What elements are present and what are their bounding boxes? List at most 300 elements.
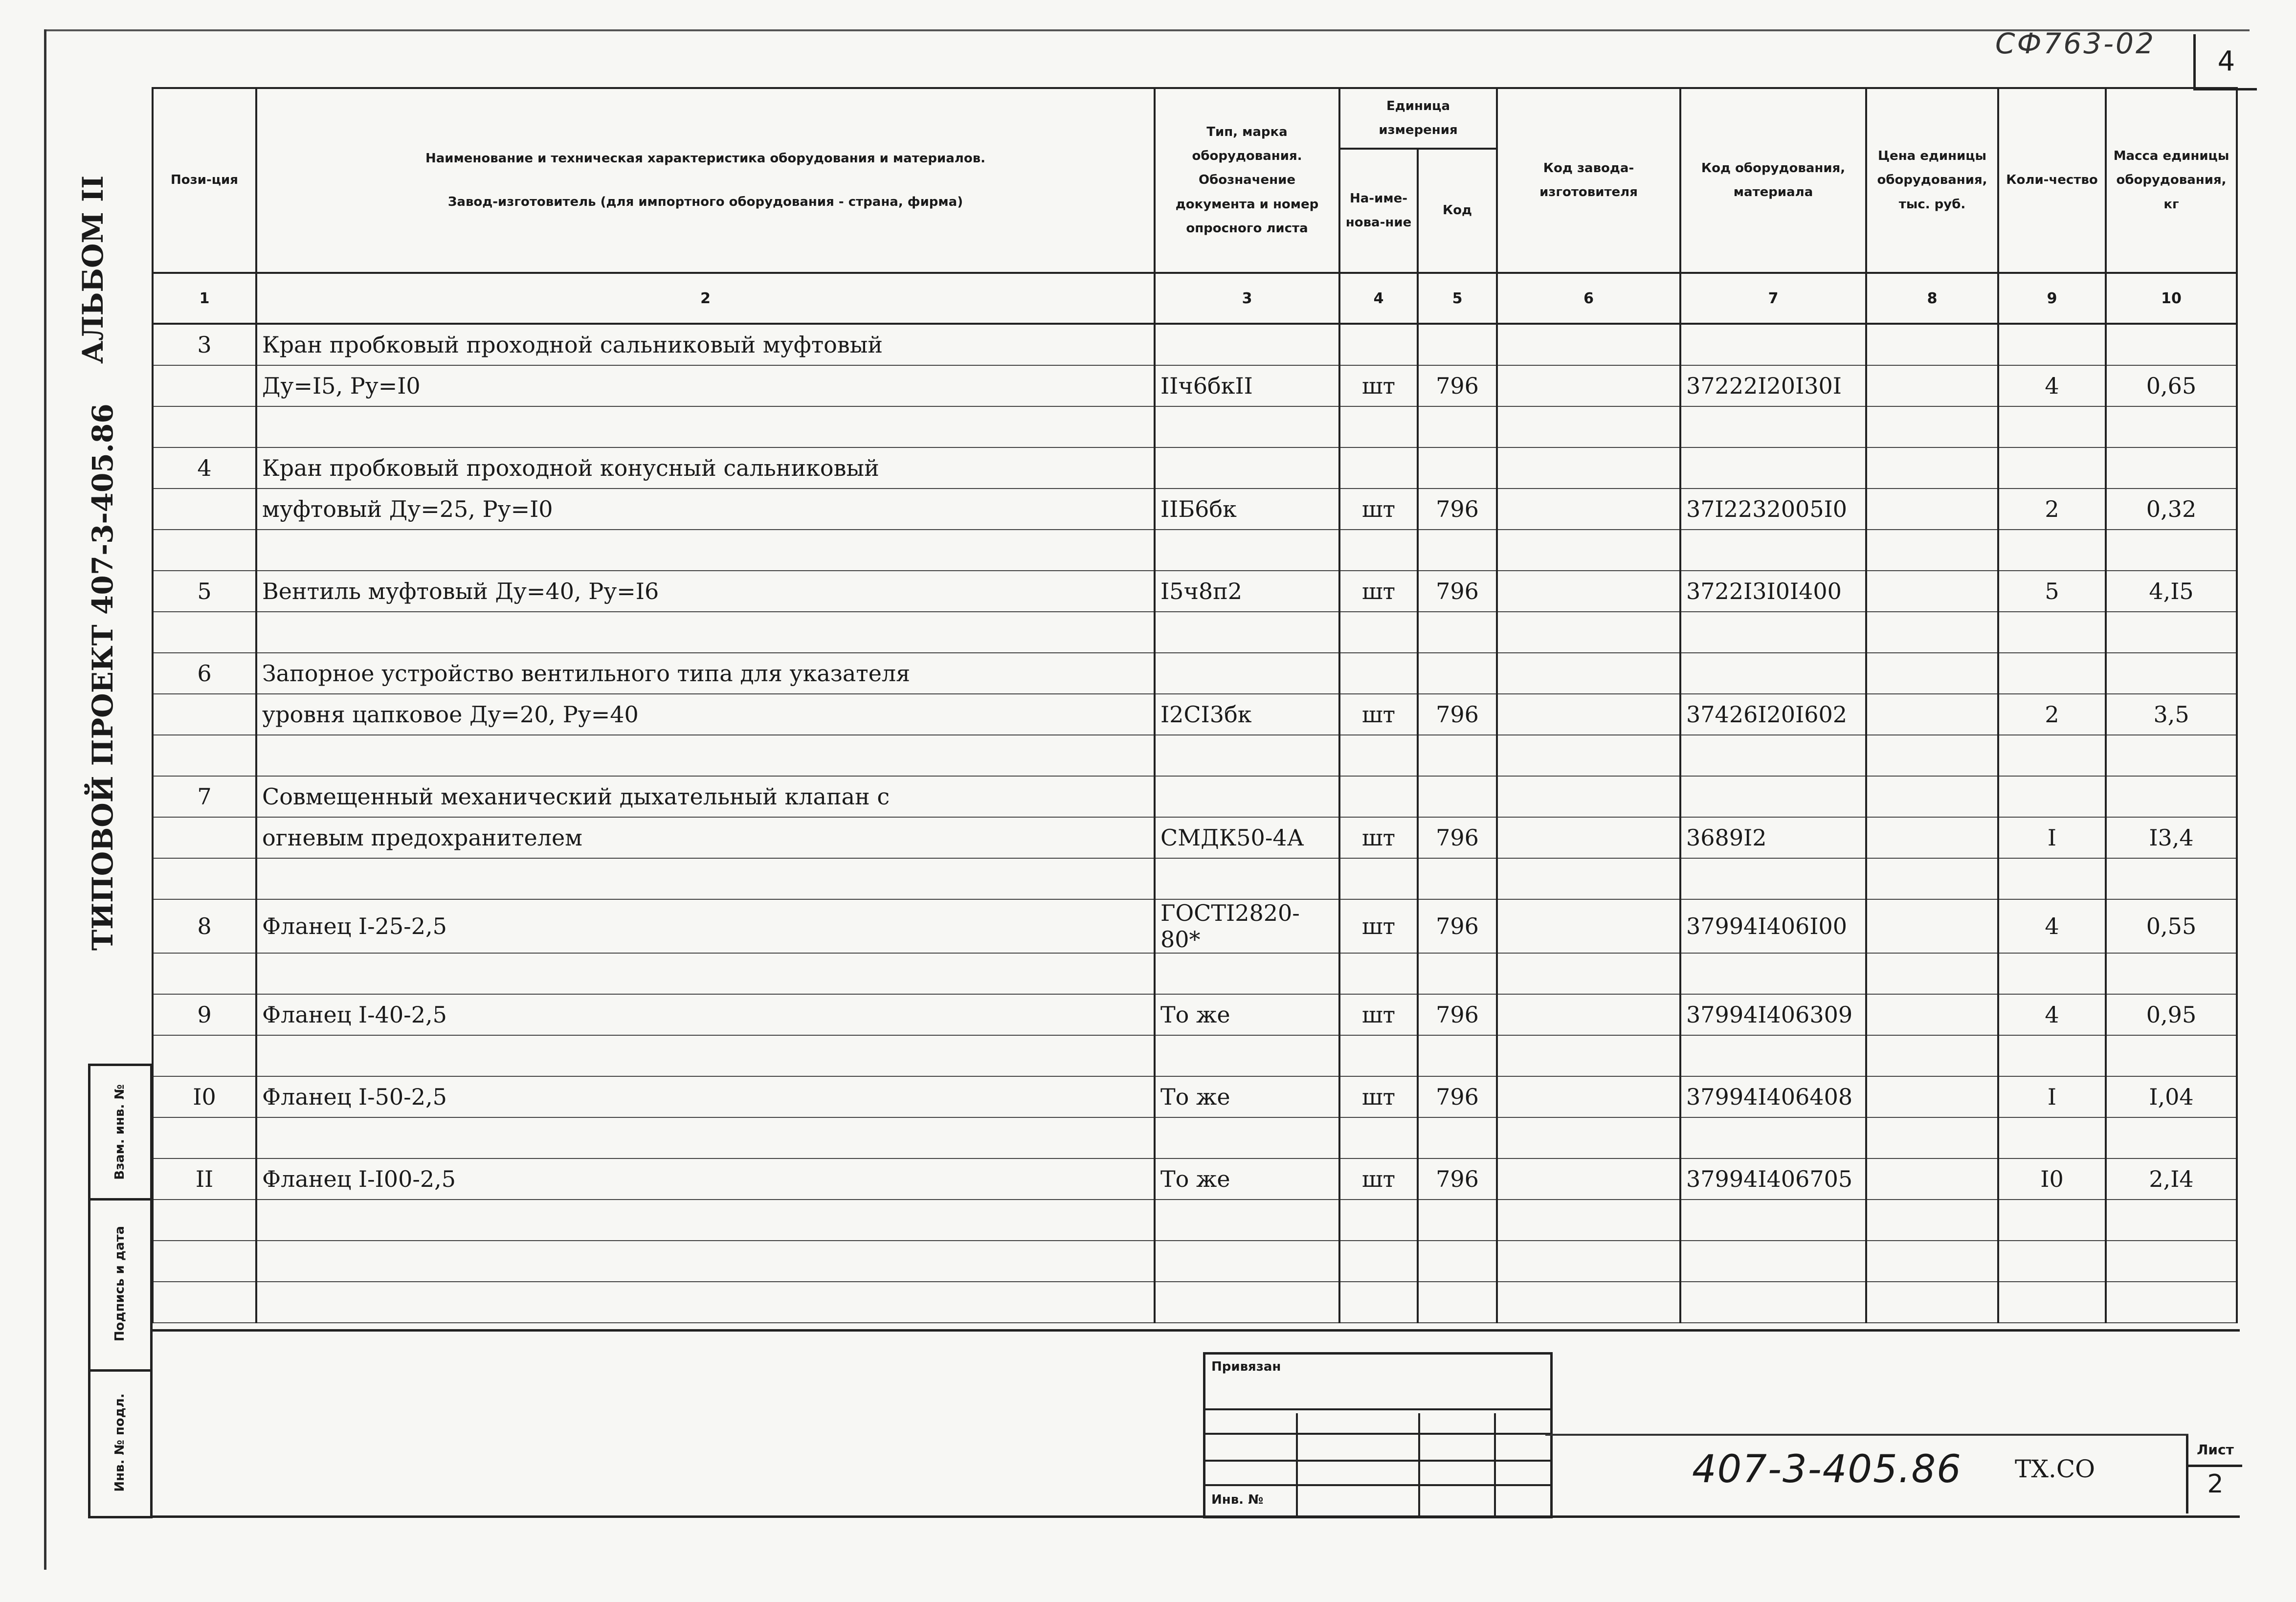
cell-name: Фланец I-25-2,5 [256,899,1155,953]
cell-qty [1998,612,2106,653]
cell-qty [1998,1117,2106,1158]
cell-code: 796 [1418,694,1497,735]
table-row [153,1282,2237,1323]
cell-empty [1497,1035,1680,1076]
cell-type [1155,1282,1339,1323]
cell-type [1155,953,1339,994]
table-row [153,324,2237,365]
cell-code [1418,1200,1497,1241]
cell-pos [153,365,256,406]
cell-mass [2106,530,2237,571]
cell-empty [1497,1200,1680,1241]
cell-code: 796 [1418,817,1497,858]
column-number: 9 [1998,273,2106,324]
cell-code [1418,1241,1497,1282]
column-number: 6 [1497,273,1680,324]
cell-pos [153,406,256,447]
sheet-box [2186,1435,2242,1513]
cell-empty [1497,1158,1680,1200]
cell-equip [1680,1035,1866,1076]
table-row [153,406,2237,447]
header-position: Пози-ция [153,88,256,273]
cell-empty [1866,953,1998,994]
frame-top-line [44,29,2250,31]
cell-equip [1680,735,1866,776]
cell-name: муфтовый Ду=25, Ру=I0 [256,489,1155,530]
cell-name [256,953,1155,994]
table-row [153,735,2237,776]
cell-unit: шт [1339,694,1418,735]
cell-pos: 5 [153,571,256,612]
cell-empty [1866,530,1998,571]
cell-empty [1497,776,1680,817]
cell-pos: 6 [153,653,256,694]
cell-type: IIч6бкII [1155,365,1339,406]
header-name-line2: Завод-изготовитель (для импортного оборудования - страна, фирма) [447,195,963,209]
cell-mass [2106,1200,2237,1241]
cell-qty [1998,530,2106,571]
table-row [153,858,2237,899]
cell-type [1155,1200,1339,1241]
cell-unit [1339,1035,1418,1076]
cell-empty [1497,365,1680,406]
cell-pos [153,530,256,571]
cell-equip [1680,653,1866,694]
cell-unit [1339,953,1418,994]
cell-equip [1680,1282,1866,1323]
cell-unit [1339,612,1418,653]
cell-name: Фланец I-I00-2,5 [256,1158,1155,1200]
cell-mass: 0,65 [2106,365,2237,406]
cell-equip [1680,447,1866,489]
cell-unit [1339,858,1418,899]
cell-equip [1680,530,1866,571]
cell-type [1155,406,1339,447]
stamp-linked-label: Привязан [1211,1359,1281,1374]
table-row [153,530,2237,571]
header-unit-code: Код [1418,149,1497,273]
cell-equip: 37222I20I30I [1680,365,1866,406]
cell-name: уровня цапковое Ду=20, Ру=40 [256,694,1155,735]
cell-empty [1866,653,1998,694]
cell-equip [1680,612,1866,653]
cell-equip [1680,1241,1866,1282]
sheet-number: 2 [2207,1469,2224,1499]
label-inv-replace: Взам. инв. № [112,1084,127,1180]
cell-empty [1497,735,1680,776]
cell-equip [1680,1117,1866,1158]
cell-pos [153,1035,256,1076]
cell-qty [1998,447,2106,489]
cell-empty [1497,1241,1680,1282]
cell-code [1418,1035,1497,1076]
cell-type: То же [1155,994,1339,1035]
cell-unit: шт [1339,1076,1418,1117]
cell-empty [1866,1241,1998,1282]
cell-empty [1497,571,1680,612]
cell-equip [1680,776,1866,817]
cell-type [1155,612,1339,653]
cell-type [1155,1117,1339,1158]
cell-empty [1497,489,1680,530]
cell-code: 796 [1418,994,1497,1035]
cell-name [256,406,1155,447]
cell-mass: 4,I5 [2106,571,2237,612]
cell-qty [1998,1282,2106,1323]
cell-qty: 2 [1998,489,2106,530]
cell-empty [1866,858,1998,899]
cell-pos: 4 [153,447,256,489]
cell-unit: шт [1339,571,1418,612]
cell-empty [1497,899,1680,953]
cell-empty [1866,365,1998,406]
cell-empty [1866,1035,1998,1076]
stamp-inv-no: Инв. № [1211,1492,1264,1507]
cell-pos [153,489,256,530]
cell-empty [1497,612,1680,653]
cell-unit [1339,1117,1418,1158]
header-unit-group: Единица измерения [1339,88,1497,149]
header-type: Тип, марка оборудования. Обозначение документа и номер опросного листа [1155,88,1339,273]
cell-empty [1866,406,1998,447]
cell-unit [1339,447,1418,489]
cell-pos [153,735,256,776]
header-name [256,88,1155,273]
cell-code [1418,1117,1497,1158]
cell-mass [2106,447,2237,489]
cell-equip: 37994I406705 [1680,1158,1866,1200]
cell-pos [153,1282,256,1323]
column-number: 1 [153,273,256,324]
cell-name: Фланец I-40-2,5 [256,994,1155,1035]
table-row [153,1158,2237,1200]
cell-name [256,1035,1155,1076]
cell-pos: 3 [153,324,256,365]
sheet-label: Лист [2188,1435,2242,1467]
cell-type [1155,324,1339,365]
cell-empty [1866,324,1998,365]
cell-pos [153,1241,256,1282]
cell-unit [1339,1200,1418,1241]
cell-name: Кран пробковый проходной сальниковый муфтовый [256,324,1155,365]
table-row [153,489,2237,530]
cell-empty [1497,406,1680,447]
cell-qty: 4 [1998,365,2106,406]
cell-mass [2106,653,2237,694]
cell-mass [2106,1117,2237,1158]
cell-empty [1866,817,1998,858]
cell-code [1418,735,1497,776]
cell-unit: шт [1339,489,1418,530]
cell-empty [1497,817,1680,858]
cell-name: Ду=I5, Ру=I0 [256,365,1155,406]
cell-pos [153,817,256,858]
cell-mass: 0,32 [2106,489,2237,530]
table-row [153,817,2237,858]
table-row [153,653,2237,694]
cell-unit: шт [1339,1158,1418,1200]
document-code: 407-3-405.86 [1692,1447,1962,1491]
cell-type: То же [1155,1076,1339,1117]
cell-type: IIБ6бк [1155,489,1339,530]
cell-type [1155,530,1339,571]
cell-mass: I3,4 [2106,817,2237,858]
cell-mass [2106,1035,2237,1076]
cell-mass: I,04 [2106,1076,2237,1117]
cell-empty [1866,612,1998,653]
cell-name: Запорное устройство вентильного типа для указателя [256,653,1155,694]
header-factory-code: Код завода-изготовителя [1497,88,1680,273]
label-inv-original: Инв. № подл. [112,1393,127,1492]
table-row [153,776,2237,817]
header-price: Цена единицы оборудования, тыс. руб. [1866,88,1998,273]
cell-empty [1497,858,1680,899]
cell-name [256,735,1155,776]
header-mass: Масса единицы оборудования, кг [2106,88,2237,273]
cell-empty [1866,1158,1998,1200]
title-block-line [1545,1434,2188,1436]
cell-pos: 8 [153,899,256,953]
cell-qty [1998,735,2106,776]
cell-type: I5ч8п2 [1155,571,1339,612]
cell-name [256,1282,1155,1323]
header-quantity: Коли-чество [1998,88,2106,273]
cell-type: I2СI3бк [1155,694,1339,735]
table-row [153,447,2237,489]
cell-empty [1866,447,1998,489]
column-number: 8 [1866,273,1998,324]
cell-empty [1497,653,1680,694]
cell-empty [1866,694,1998,735]
cell-qty: 2 [1998,694,2106,735]
cell-unit [1339,530,1418,571]
page-number: 4 [2217,45,2235,77]
cell-mass [2106,406,2237,447]
cell-empty [1866,1076,1998,1117]
cell-qty [1998,953,2106,994]
cell-equip: 37426I20I602 [1680,694,1866,735]
table-row [153,994,2237,1035]
cell-qty: I [1998,817,2106,858]
cell-qty [1998,1200,2106,1241]
cell-equip: 37I2232005I0 [1680,489,1866,530]
cell-pos: 9 [153,994,256,1035]
archive-code: СФ763-02 [1995,27,2156,60]
cell-empty [1497,994,1680,1035]
cell-pos [153,953,256,994]
cell-code [1418,324,1497,365]
cell-unit: шт [1339,365,1418,406]
cell-name [256,612,1155,653]
cell-empty [1866,776,1998,817]
cell-name: огневым предохранителем [256,817,1155,858]
cell-empty [1866,1200,1998,1241]
column-number: 2 [256,273,1155,324]
cell-empty [1497,447,1680,489]
cell-type: ГОСТI2820-80* [1155,899,1339,953]
cell-name [256,858,1155,899]
label-sign-date: Подпись и дата [112,1225,127,1342]
cell-type [1155,1035,1339,1076]
frame-left-line [44,29,46,1570]
cell-pos [153,694,256,735]
cell-unit: шт [1339,994,1418,1035]
cell-empty [1866,489,1998,530]
cell-qty: 4 [1998,899,2106,953]
cell-qty [1998,653,2106,694]
cell-empty [1866,1282,1998,1323]
cell-name: Фланец I-50-2,5 [256,1076,1155,1117]
cell-equip [1680,406,1866,447]
cell-pos [153,612,256,653]
cell-pos: I0 [153,1076,256,1117]
header-unit-name: На-име-нова-ние [1339,149,1418,273]
cell-mass [2106,612,2237,653]
cell-unit [1339,653,1418,694]
table-row [153,953,2237,994]
cell-equip [1680,858,1866,899]
cell-equip: 3689I2 [1680,817,1866,858]
page-number-box [2193,34,2257,90]
cell-code [1418,612,1497,653]
cell-empty [1866,899,1998,953]
cell-empty [1497,324,1680,365]
table-row [153,694,2237,735]
table-row [153,1200,2237,1241]
column-number: 4 [1339,273,1418,324]
cell-code [1418,776,1497,817]
specification-table [152,87,2238,1323]
table-row [153,1076,2237,1117]
cell-unit [1339,324,1418,365]
cell-code: 796 [1418,899,1497,953]
cell-qty [1998,776,2106,817]
cell-code [1418,653,1497,694]
cell-code: 796 [1418,1158,1497,1200]
cell-empty [1497,1117,1680,1158]
cell-empty [1866,735,1998,776]
cell-type [1155,447,1339,489]
cell-code [1418,530,1497,571]
cell-mass [2106,953,2237,994]
cell-mass [2106,776,2237,817]
cell-code: 796 [1418,365,1497,406]
cell-empty [1866,994,1998,1035]
cell-name [256,1117,1155,1158]
cell-code: 796 [1418,571,1497,612]
album-label: АЛЬБОМ II [76,175,110,364]
cell-qty [1998,324,2106,365]
document-type: ТХ.СО [2015,1455,2095,1483]
project-label: ТИПОВОЙ ПРОЕКТ 407-3-405.86 [86,403,119,951]
cell-name: Совмещенный механический дыхательный клапан с [256,776,1155,817]
cell-type [1155,735,1339,776]
cell-mass [2106,858,2237,899]
cell-mass: 2,I4 [2106,1158,2237,1200]
cell-equip [1680,1200,1866,1241]
cell-pos [153,1200,256,1241]
cell-unit [1339,735,1418,776]
cell-unit [1339,406,1418,447]
cell-empty [1497,694,1680,735]
cell-name: Кран пробковый проходной конусный сальниковый [256,447,1155,489]
cell-qty [1998,858,2106,899]
cell-type [1155,858,1339,899]
cell-unit [1339,1282,1418,1323]
cell-qty: 5 [1998,571,2106,612]
table-row [153,571,2237,612]
cell-empty [1497,953,1680,994]
cell-qty: I0 [1998,1158,2106,1200]
cell-type: СМДК50-4А [1155,817,1339,858]
column-number: 7 [1680,273,1866,324]
table-row [153,1117,2237,1158]
cell-pos [153,1117,256,1158]
cell-qty [1998,1241,2106,1282]
table-row [153,1035,2237,1076]
cell-type: То же [1155,1158,1339,1200]
cell-code [1418,1282,1497,1323]
cell-mass: 0,95 [2106,994,2237,1035]
cell-unit: шт [1339,817,1418,858]
cell-empty [1497,1076,1680,1117]
cell-equip [1680,953,1866,994]
cell-mass [2106,1282,2237,1323]
cell-equip: 37994I406I00 [1680,899,1866,953]
left-approval-stamp [88,1064,153,1518]
cell-code: 796 [1418,489,1497,530]
table-row [153,365,2237,406]
cell-name [256,530,1155,571]
cell-unit [1339,776,1418,817]
cell-name [256,1200,1155,1241]
cell-mass: 3,5 [2106,694,2237,735]
cell-pos [153,858,256,899]
cell-empty [1866,1117,1998,1158]
cell-empty [1497,1282,1680,1323]
cell-code [1418,953,1497,994]
cell-mass: 0,55 [2106,899,2237,953]
cell-qty: I [1998,1076,2106,1117]
column-number: 3 [1155,273,1339,324]
table-row [153,612,2237,653]
column-number: 5 [1418,273,1497,324]
cell-unit [1339,1241,1418,1282]
cell-code [1418,406,1497,447]
header-equipment-code: Код оборудования, материала [1680,88,1866,273]
linked-stamp [1203,1352,1553,1518]
cell-equip [1680,324,1866,365]
cell-mass [2106,1241,2237,1282]
column-number: 10 [2106,273,2237,324]
cell-name [256,1241,1155,1282]
cell-type [1155,1241,1339,1282]
cell-code [1418,447,1497,489]
cell-name: Вентиль муфтовый Ду=40, Ру=I6 [256,571,1155,612]
cell-code [1418,858,1497,899]
column-number-row [153,273,2237,324]
cell-pos: 7 [153,776,256,817]
cell-equip: 37994I406408 [1680,1076,1866,1117]
table-row [153,1241,2237,1282]
cell-pos: II [153,1158,256,1200]
cell-unit: шт [1339,899,1418,953]
cell-qty: 4 [1998,994,2106,1035]
cell-empty [1497,530,1680,571]
cell-code: 796 [1418,1076,1497,1117]
cell-type [1155,653,1339,694]
cell-type [1155,776,1339,817]
